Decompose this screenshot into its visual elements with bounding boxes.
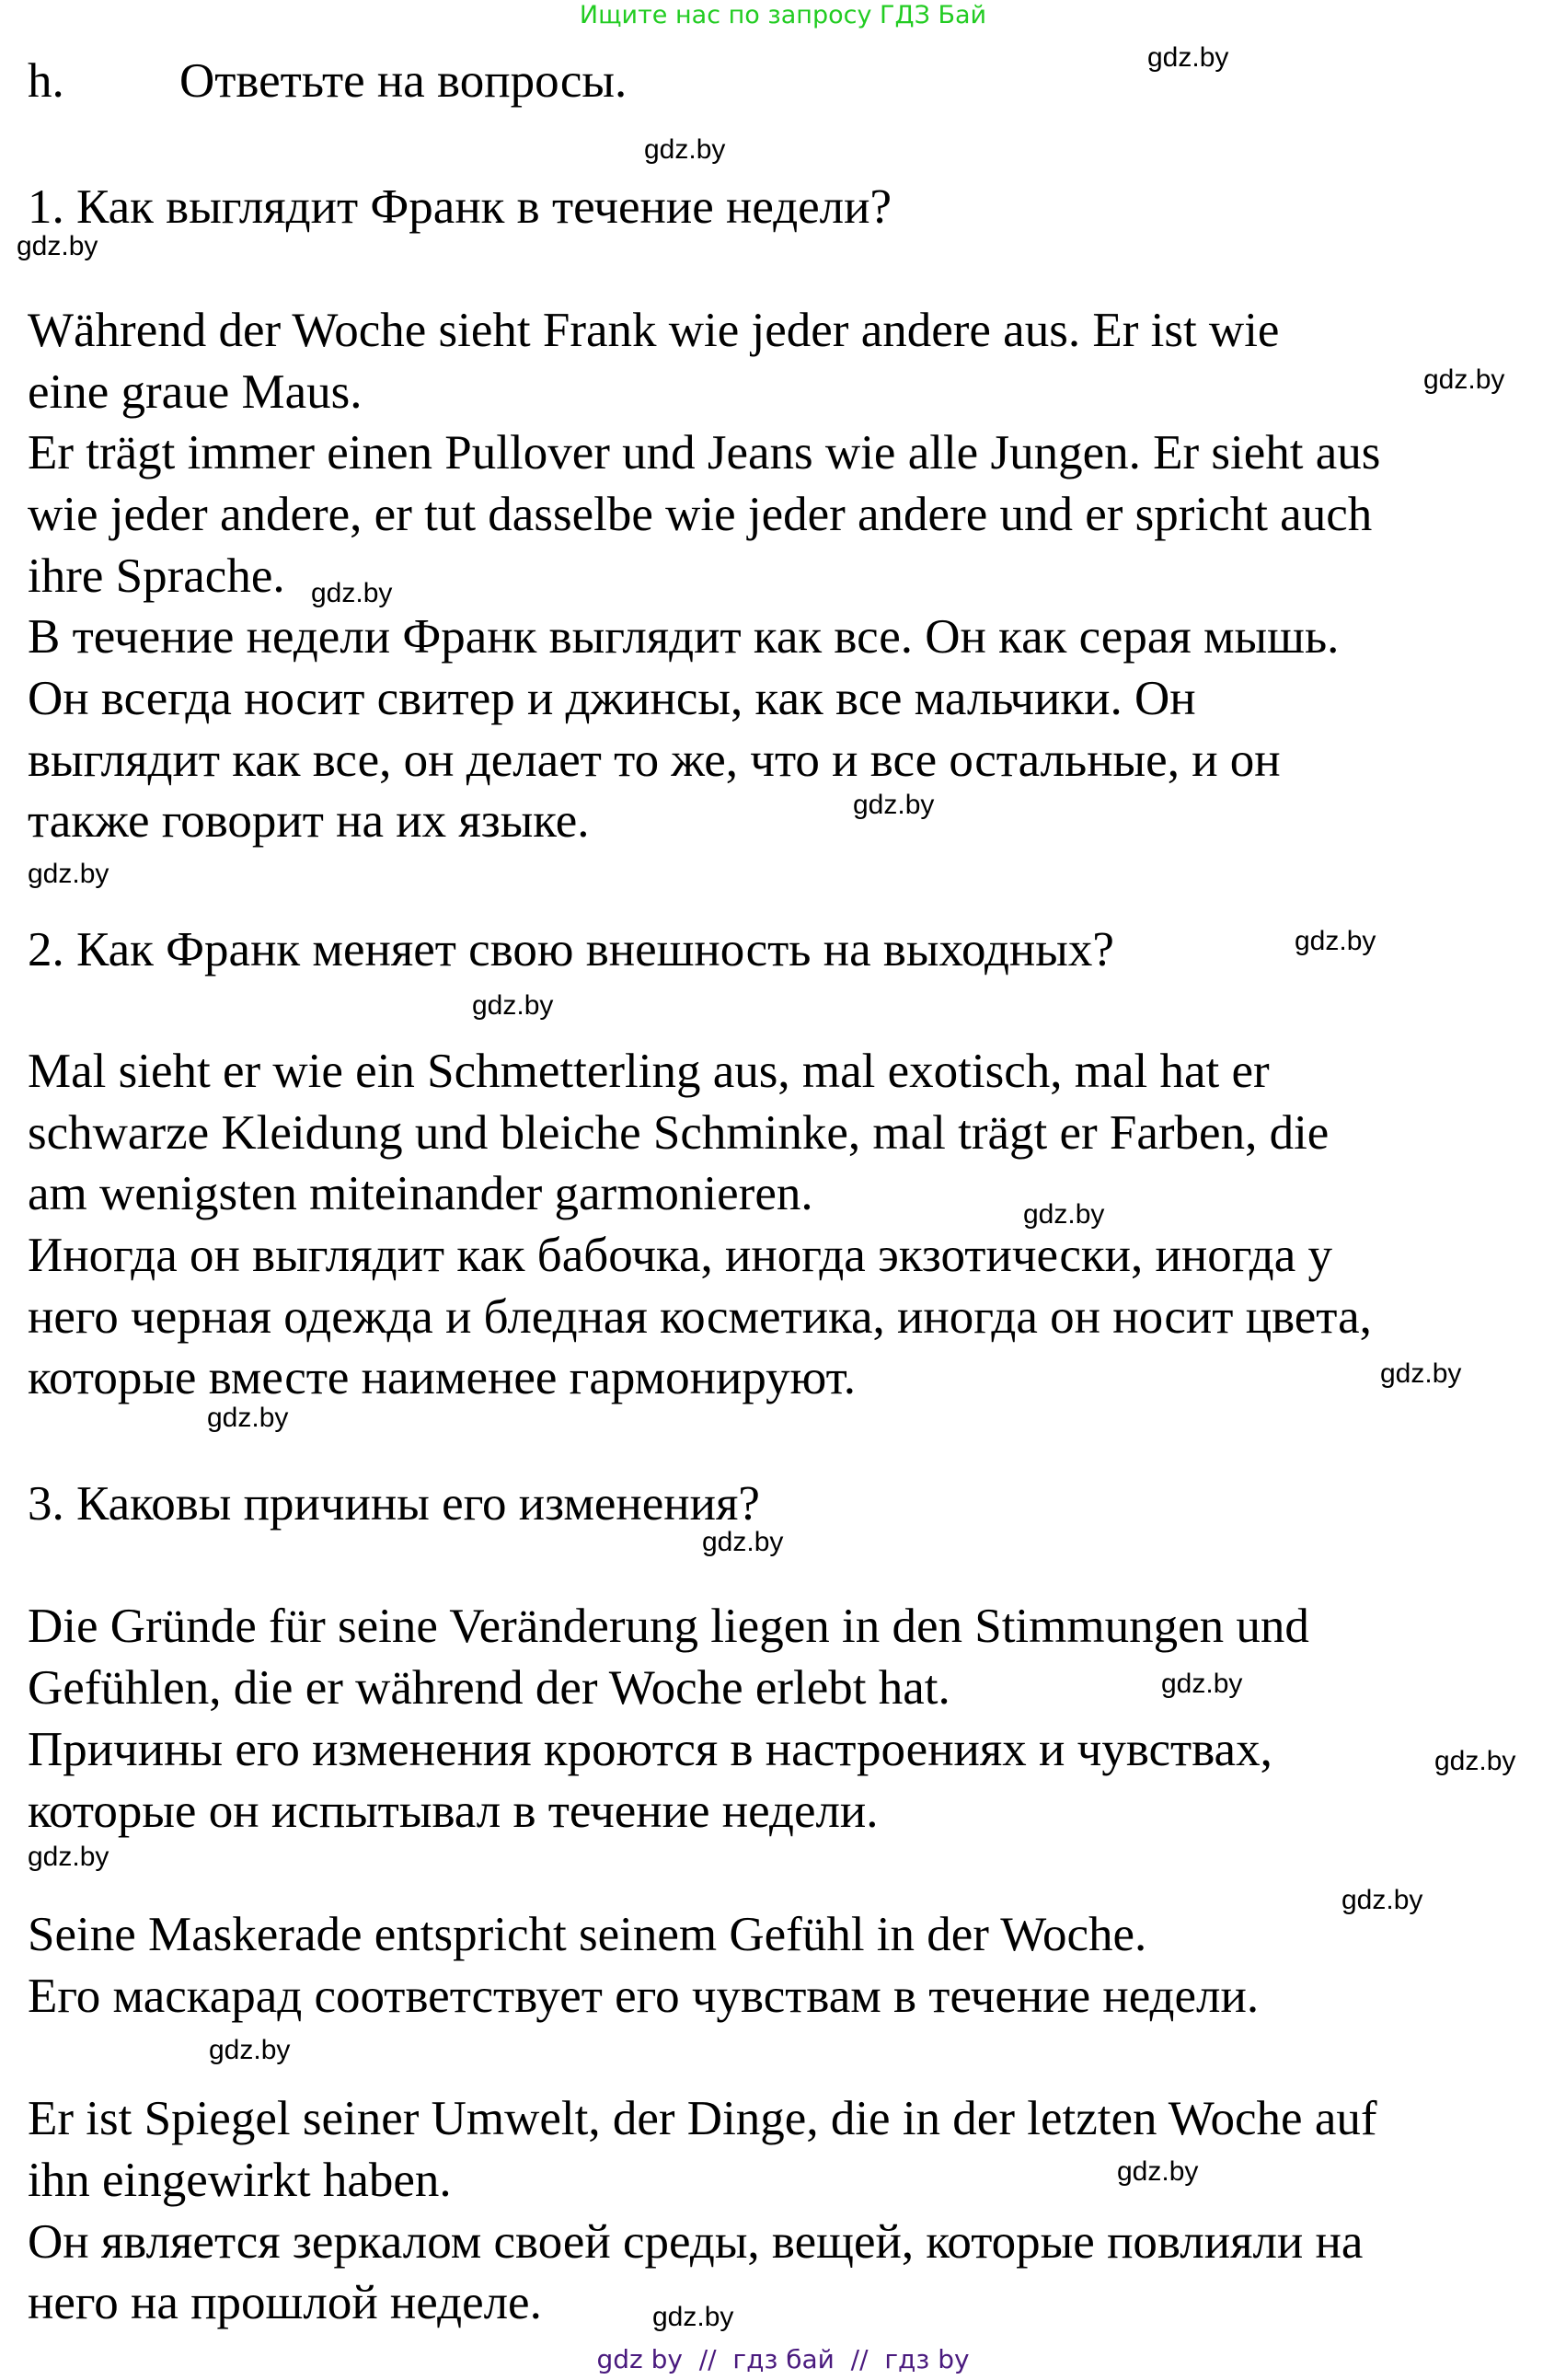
- answer-3-ru-line-1: Причины его изменения кроются в настроениях и чувствах,: [28, 1723, 1272, 1776]
- answer-1-ru-line-4: также говорит на их языке.: [28, 794, 590, 848]
- question-1: 1. Как выглядит Франк в течение недели?: [28, 180, 892, 234]
- watermark: gdz.by: [1117, 2156, 1199, 2187]
- exercise-title: Ответьте на вопросы.: [179, 54, 628, 108]
- question-3: 3. Каковы причины его изменения?: [28, 1477, 760, 1531]
- watermark: gdz.by: [644, 134, 726, 165]
- answer-3-extra-2-ru-line-2: него на прошлой неделе.: [28, 2276, 542, 2329]
- watermark: gdz.by: [652, 2302, 734, 2332]
- answer-3-extra-1-ru: Его маскарад соответствует его чувствам в течение недели.: [28, 1970, 1260, 2023]
- answer-2-de-line-3: am wenigsten miteinander garmonieren.: [28, 1167, 813, 1220]
- watermark: gdz.by: [207, 1403, 289, 1433]
- answer-1-ru-line-2: Он всегда носит свитер и джинсы, как все мальчики. Он: [28, 672, 1196, 725]
- answer-3-ru-line-2: которые он испытывал в течение недели.: [28, 1785, 879, 1838]
- answer-1-de-line-1: Während der Woche sieht Frank wie jeder andere aus. Er ist wie: [28, 304, 1280, 357]
- watermark: gdz.by: [472, 990, 554, 1021]
- exercise-heading: [28, 54, 628, 108]
- watermark: gdz.by: [17, 231, 98, 261]
- watermark: gdz.by: [1147, 42, 1229, 73]
- watermark: gdz.by: [702, 1527, 784, 1557]
- answer-3-extra-2-ru-line-1: Он является зеркалом своей среды, вещей, которые повлияли на: [28, 2215, 1364, 2269]
- answer-1-de-line-2: eine graue Maus.: [28, 365, 363, 419]
- watermark: gdz.by: [1161, 1669, 1243, 1699]
- watermark: gdz.by: [1423, 364, 1505, 395]
- watermark: gdz.by: [1380, 1358, 1462, 1389]
- answer-1-de-line-3: Er trägt immer einen Pullover und Jeans wie alle Jungen. Er sieht aus: [28, 426, 1381, 479]
- answer-3-de-line-1: Die Gründe für seine Veränderung liegen in den Stimmungen und: [28, 1600, 1309, 1653]
- watermark: gdz.by: [28, 859, 109, 889]
- top-banner[interactable]: Ищите нас по запросу ГДЗ Бай: [579, 1, 987, 29]
- answer-1-de-line-4: wie jeder andere, er tut dasselbe wie jeder andere und er spricht auch: [28, 488, 1373, 541]
- watermark: gdz.by: [311, 578, 393, 608]
- answer-1-ru-line-1: В течение недели Франк выглядит как все. Он как серая мышь.: [28, 610, 1340, 664]
- watermark: gdz.by: [1341, 1885, 1423, 1915]
- bottom-banner[interactable]: gdz by // гдз бай // гдз by: [596, 2344, 970, 2374]
- answer-3-extra-1-de: Seine Maskerade entspricht seinem Gefühl in der Woche.: [28, 1908, 1147, 1961]
- answer-3-de-line-2: Gefühlen, die er während der Woche erlebt hat.: [28, 1661, 950, 1715]
- answer-2-ru-line-3: которые вместе наименее гармонируют.: [28, 1351, 856, 1404]
- watermark: gdz.by: [1023, 1199, 1105, 1230]
- answer-3-extra-2-de-line-1: Er ist Spiegel seiner Umwelt, der Dinge, die in der letzten Woche auf: [28, 2092, 1377, 2145]
- answer-3-extra-2-de-line-2: ihn eingewirkt haben.: [28, 2154, 452, 2207]
- watermark: gdz.by: [853, 790, 935, 820]
- answer-2-de-line-1: Mal sieht er wie ein Schmetterling aus, mal exotisch, mal hat er: [28, 1045, 1270, 1098]
- answer-1-de-line-5: ihre Sprache.: [28, 549, 285, 603]
- watermark: gdz.by: [209, 2035, 291, 2065]
- watermark: gdz.by: [28, 1842, 109, 1872]
- answer-2-de-line-2: schwarze Kleidung und bleiche Schminke, mal trägt er Farben, die: [28, 1106, 1330, 1160]
- watermark: gdz.by: [1295, 926, 1376, 956]
- watermark: gdz.by: [1434, 1746, 1516, 1776]
- question-2: 2. Как Франк меняет свою внешность на выходных?: [28, 923, 1114, 976]
- answer-2-ru-line-1: Иногда он выглядит как бабочка, иногда экзотически, иногда у: [28, 1229, 1333, 1282]
- answer-2-ru-line-2: него черная одежда и бледная косметика, иногда он носит цвета,: [28, 1290, 1372, 1344]
- exercise-letter: h.: [28, 54, 64, 108]
- answer-1-ru-line-3: выглядит как все, он делает то же, что и все остальные, и он: [28, 734, 1281, 787]
